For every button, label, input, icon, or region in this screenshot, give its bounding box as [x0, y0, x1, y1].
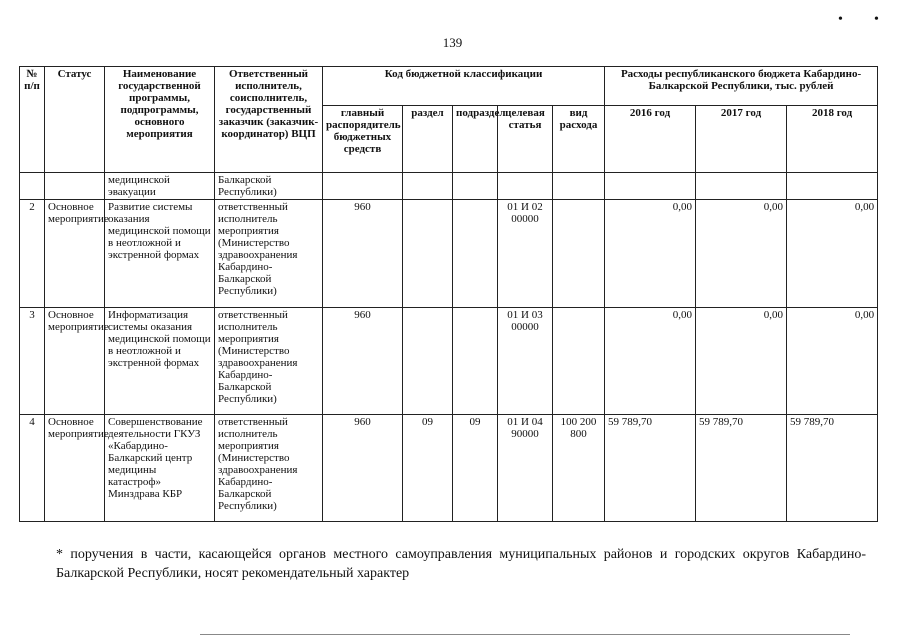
footnote: * поручения в части, касающейся органов местного самоуправления муниципальных районов и городских округов Кабардино-Балкарской Республики, носят рекомендательный характер	[56, 547, 866, 581]
cell-vr: 100 200 800	[553, 415, 605, 522]
cell-name: Развитие системы оказания медицинской помощи в неотложной и экстренной формах	[105, 200, 215, 308]
cell-podrazdel	[453, 308, 498, 415]
cell-executor: ответственный исполнитель мероприятия (Министерство здравоохранения Кабардино-Балкарской Республики)	[215, 200, 323, 308]
cell-razdel	[403, 308, 453, 415]
header-name: Наименование государственной программы, подпрограммы, основного мероприятия	[105, 67, 215, 173]
cell-name: Совершенствование деятельности ГКУЗ «Кабардино-Балкарский центр медицины катастроф» Минздрава КБР	[105, 415, 215, 522]
table-row	[20, 415, 878, 522]
header-kbk-podrazdel: подраздел	[453, 106, 498, 173]
continuation-row	[20, 173, 878, 200]
header-executor: Ответственный исполнитель, соисполнитель, государственный заказчик (заказчик-координатор) ВЦП	[215, 67, 323, 173]
cell-executor: ответственный исполнитель мероприятия (Министерство здравоохранения Кабардино-Балкарской Республики)	[215, 308, 323, 415]
budget-table	[19, 66, 878, 522]
header-kbk-vr: вид расхода	[553, 106, 605, 173]
corner-mark: •	[874, 12, 879, 27]
cell-num: 4	[20, 415, 45, 522]
cell-2017: 59 789,70	[696, 415, 787, 522]
cell-podrazdel	[453, 200, 498, 308]
cell-name: медицинской эвакуации	[105, 173, 215, 200]
header-num: № п/п	[20, 67, 45, 173]
cell-cs: 01 И 02 00000	[498, 200, 553, 308]
cell-razdel	[403, 200, 453, 308]
corner-mark: •	[838, 12, 843, 27]
cell-2018: 59 789,70	[787, 415, 878, 522]
cell-grbs: 960	[323, 200, 403, 308]
header-kbk-group: Код бюджетной классификации	[323, 67, 605, 106]
header-2016: 2016 год	[605, 106, 696, 173]
cell-razdel: 09	[403, 415, 453, 522]
cell-vr	[553, 308, 605, 415]
cell-2017: 0,00	[696, 308, 787, 415]
scan-edge-line	[200, 634, 850, 635]
cell-2017: 0,00	[696, 200, 787, 308]
header-status: Статус	[45, 67, 105, 173]
table-row	[20, 200, 878, 308]
cell-cs: 01 И 03 00000	[498, 308, 553, 415]
cell-status: Основное мероприятие	[45, 415, 105, 522]
cell-2018: 0,00	[787, 200, 878, 308]
table-row	[20, 308, 878, 415]
cell-grbs: 960	[323, 308, 403, 415]
header-kbk-razdel: раздел	[403, 106, 453, 173]
cell-2016: 59 789,70	[605, 415, 696, 522]
cell-grbs: 960	[323, 415, 403, 522]
cell-status: Основное мероприятие	[45, 200, 105, 308]
cell-2016: 0,00	[605, 200, 696, 308]
cell-2016: 0,00	[605, 308, 696, 415]
cell-podrazdel: 09	[453, 415, 498, 522]
header-2018: 2018 год	[787, 106, 878, 173]
header-kbk-cs: целевая статья	[498, 106, 553, 173]
header-expenses-group: Расходы республиканского бюджета Кабардино-Балкарской Республики, тыс. рублей	[605, 67, 878, 106]
header-2017: 2017 год	[696, 106, 787, 173]
page-number: 139	[442, 35, 463, 50]
cell-executor: Балкарской Республики)	[215, 173, 323, 200]
cell-executor: ответственный исполнитель мероприятия (Министерство здравоохранения Кабардино-Балкарской Республики)	[215, 415, 323, 522]
cell-num: 2	[20, 200, 45, 308]
cell-vr	[553, 200, 605, 308]
cell-status: Основное мероприятие	[45, 308, 105, 415]
cell-2018: 0,00	[787, 308, 878, 415]
cell-cs: 01 И 04 90000	[498, 415, 553, 522]
header-kbk-grbs: главный распорядитель бюджетных средств	[323, 106, 403, 173]
header-row-1	[20, 67, 878, 106]
cell-name: Информатизация системы оказания медицинской помощи в неотложной и экстренной формах	[105, 308, 215, 415]
cell-num: 3	[20, 308, 45, 415]
